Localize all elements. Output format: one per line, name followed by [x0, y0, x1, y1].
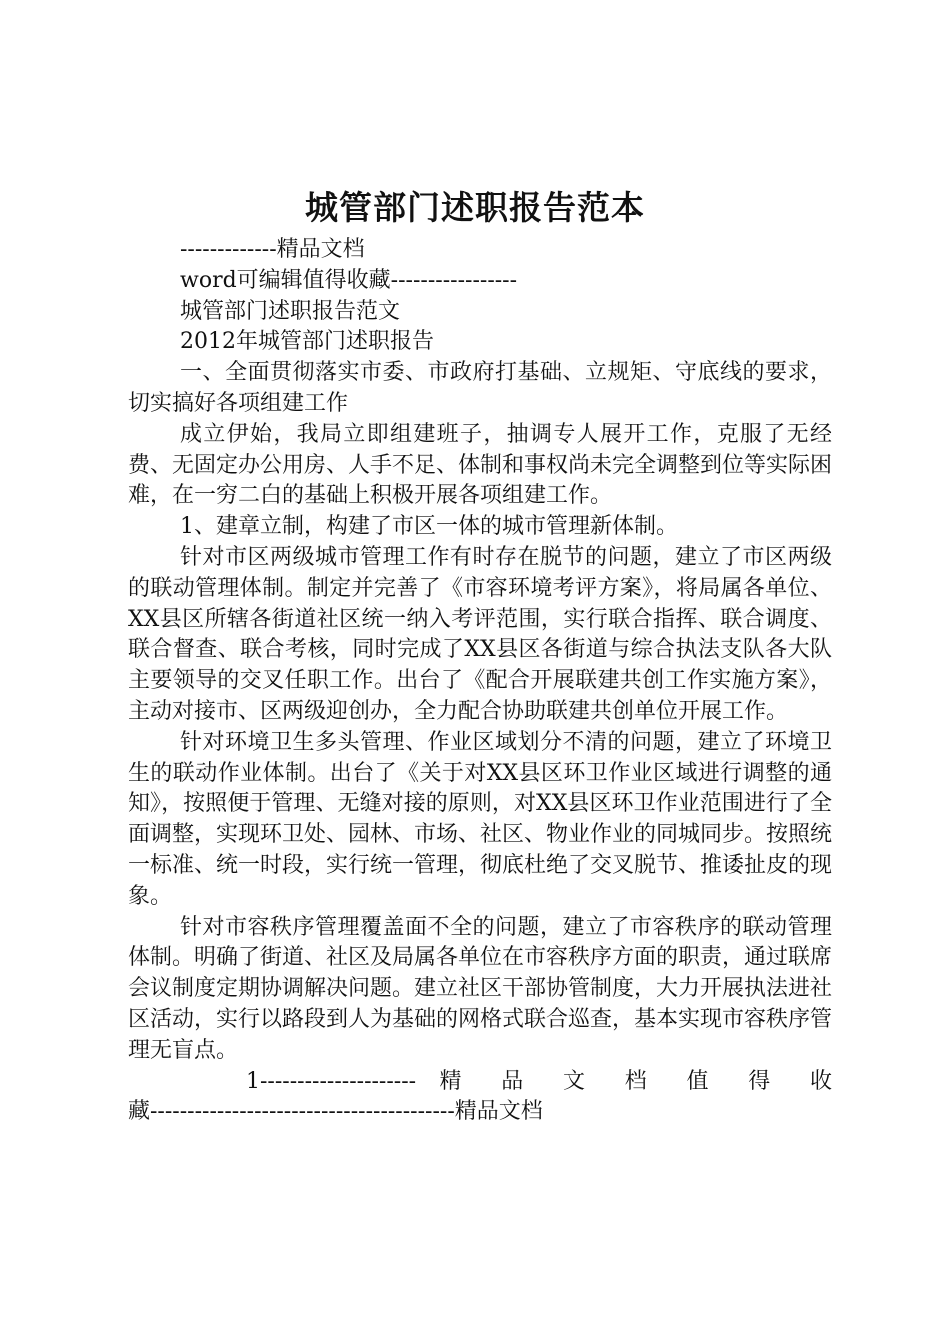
- subtitle-line: 城管部门述职报告范文: [180, 298, 401, 324]
- body-paragraph: 针对市区两级城市管理工作有时存在脱节的问题，建立了市区两级的联动管理体制。制定并完善了《市容环境考评方案》，将局属各单位、XX县区所辖各街道社区统一纳入考评范围，实行联合指挥、联合调度、联合督查、联合考核，同时完成了XX县区各街道与综合执法支队各大队主要领导的交叉任职工作。出台了《配合开展联建共创工作实施方案》，主动对接市、区两级迎创办，全力配合协助联建共创单位开展工作。: [128, 544, 832, 724]
- footer-watermark-line-1: 1--------------------- 精 品 文 档 值 得 收: [246, 1068, 832, 1094]
- document-title: 城管部门述职报告范本: [305, 188, 645, 227]
- body-paragraph: 针对环境卫生多头管理、作业区域划分不清的问题，建立了环境卫生的联动作业体制。出台了《关于对XX县区环卫作业区域进行调整的通知》，按照便于管理、无缝对接的原则，对XX县区环卫作业范围进行了全面调整，实现环卫处、园林、市场、社区、物业作业的同城同步。按照统一标准、统一时段，实行统一管理，彻底杜绝了交叉脱节、推诿扯皮的现象。: [128, 729, 833, 909]
- header-watermark-line-1: -------------精品文档: [180, 237, 365, 262]
- document-body: [128, 235, 832, 1128]
- header-watermark-line-2: word可编辑值得收藏-----------------: [180, 267, 518, 293]
- section-heading-1: 一、全面贯彻落实市委、市政府打基础、立规矩、守底线的要求，切实搞好各项组建工作: [128, 360, 832, 416]
- body-paragraph: 成立伊始，我局立即组建班子，抽调专人展开工作，克服了无经费、无固定办公用房、人手不足、体制和事权尚未完全调整到位等实际困难，在一穷二白的基础上积极开展各项组建工作。: [128, 421, 833, 509]
- footer-watermark-line-2: 藏-----------------------------------------精品文档: [128, 1099, 543, 1125]
- body-paragraph: 针对市容秩序管理覆盖面不全的问题，建立了市容秩序的联动管理体制。明确了街道、社区及局属各单位在市容秩序方面的职责，通过联席会议制度定期协调解决问题。建立社区干部协管制度，大力开展执法进社区活动，实行以路段到人为基础的网格式联合巡查，基本实现市容秩序管理无盲点。: [128, 914, 833, 1063]
- report-year-heading: 2012年城管部门述职报告: [180, 329, 434, 355]
- subsection-heading-1: 1、建章立制，构建了市区一体的城市管理新体制。: [180, 514, 678, 540]
